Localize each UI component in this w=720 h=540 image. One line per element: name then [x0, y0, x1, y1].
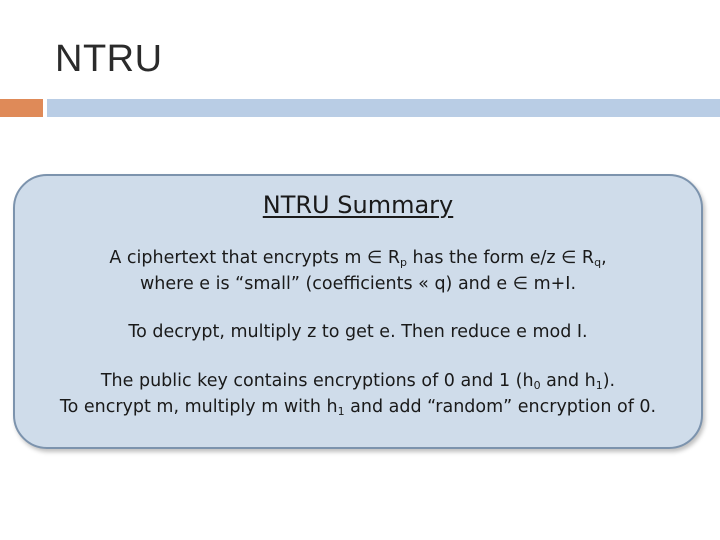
text-fragment: ). — [602, 371, 616, 391]
subscript-1: 1 — [595, 379, 603, 392]
subscript-p: p — [400, 256, 407, 269]
decrypt-paragraph: To decrypt, multiply z to get e. Then reduce e mod I. — [128, 322, 588, 342]
accent-bar-blue — [47, 99, 720, 117]
public-key-paragraph — [15, 368, 701, 420]
ciphertext-line-2: where e is “small” (coefficients « q) and e ∈ m+I. — [139, 274, 577, 294]
slide-title: NTRU — [55, 38, 163, 80]
summary-title-text: NTRU Summary — [262, 191, 454, 219]
text-fragment: A ciphertext that encrypts m ∈ R — [109, 248, 400, 268]
text-fragment: has the form e/z ∈ R — [406, 248, 595, 268]
accent-bar-orange — [0, 99, 43, 117]
ciphertext-line-1 — [15, 245, 701, 271]
ciphertext-paragraph — [15, 245, 701, 297]
text-fragment: and h — [540, 371, 596, 391]
text-fragment: The public key contains encryptions of 0 and 1 (h — [100, 371, 534, 391]
text-fragment: To encrypt m, multiply m with h — [59, 397, 338, 417]
public-key-line-2 — [15, 394, 701, 420]
text-fragment: and add “random” encryption of 0. — [344, 397, 657, 417]
text-fragment: , — [601, 248, 607, 268]
subscript-1: 1 — [337, 405, 345, 418]
subscript-q: q — [594, 256, 602, 269]
summary-title — [15, 191, 701, 219]
summary-box — [13, 174, 703, 449]
public-key-line-1 — [15, 368, 701, 394]
subscript-0: 0 — [533, 379, 541, 392]
